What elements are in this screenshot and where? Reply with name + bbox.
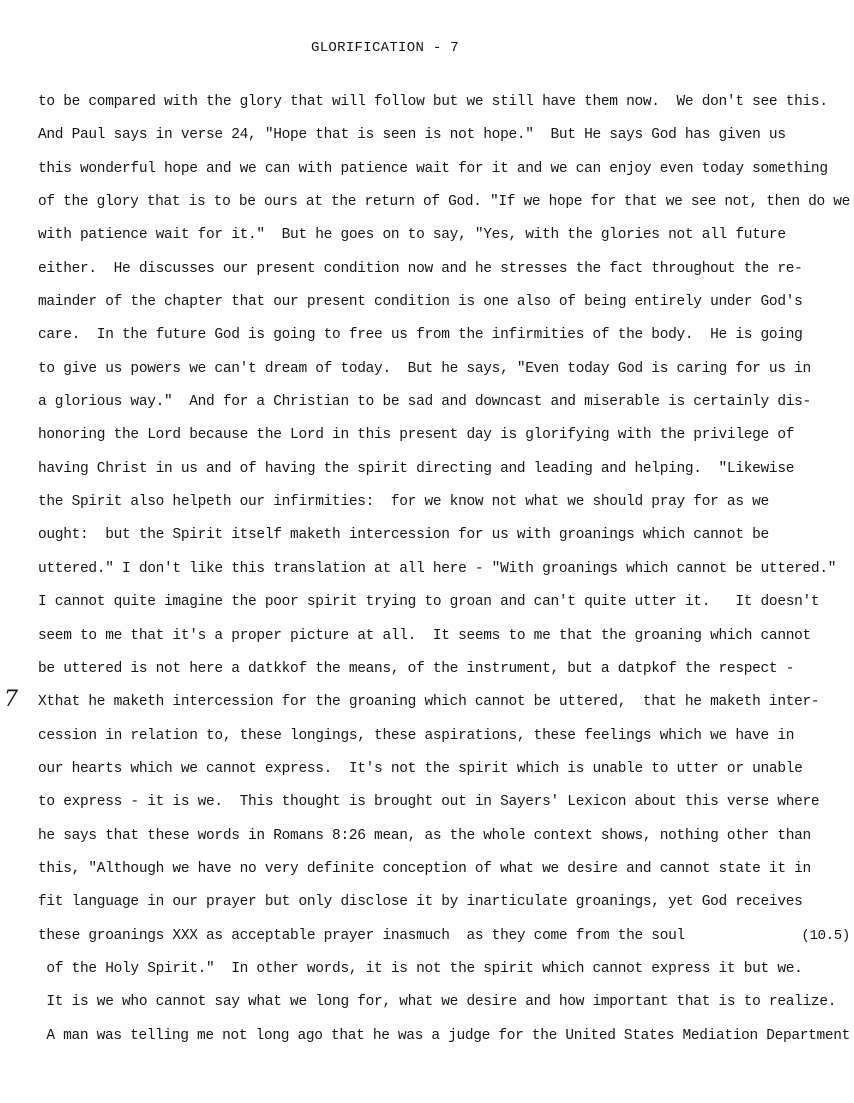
text-line: It is we who cannot say what we long for, what we desire and how important that is to realize.: [38, 994, 837, 1011]
text-line: having Christ in us and of having the spirit directing and leading and helping. "Likewise: [38, 460, 795, 477]
margin-note-number: (10.5): [801, 927, 850, 944]
text-line: a glorious way." And for a Christian to be sad and downcast and miserable is certainly dis-: [38, 394, 811, 411]
text-line: care. In the future God is going to free us from the infirmities of the body. He is going: [38, 327, 803, 344]
text-line: A man was telling me not long ago that he was a judge for the United States Mediation Department: [38, 1027, 850, 1044]
text-line: And Paul says in verse 24, "Hope that is seen is not hope." But He says God has given us: [38, 127, 786, 144]
text-line: he says that these words in Romans 8:26 mean, as the whole context shows, nothing other than: [38, 827, 811, 844]
text-line: to express - it is we. This thought is brought out in Sayers' Lexicon about this verse where: [38, 794, 820, 811]
text-line: ought: but the Spirit itself maketh intercession for us with groanings which cannot be: [38, 527, 769, 544]
text-line: this, "Although we have no very definite conception of what we desire and cannot state it in: [38, 860, 811, 877]
body-text: [0, 92, 854, 1059]
page-title: GLORIFICATION - 7: [311, 40, 459, 56]
text-line: with patience wait for it." But he goes on to say, "Yes, with the glories not all future: [38, 227, 786, 244]
text-line: be uttered is not here a datkkof the means, of the instrument, but a datpkof the respect -: [38, 660, 795, 677]
text-line: either. He discusses our present condition now and he stresses the fact throughout the re-: [38, 260, 803, 277]
text-line: cession in relation to, these longings, these aspirations, these feelings which we have in: [38, 727, 795, 744]
text-line: of the glory that is to be ours at the return of God. "If we hope for that we see not, then do we: [38, 194, 850, 211]
text-line: our hearts which we cannot express. It's not the spirit which is unable to utter or unable: [38, 760, 803, 777]
text-line: these groanings XXX as acceptable prayer inasmuch as they come from the soul (10.5): [38, 927, 850, 944]
text-line: 7 Xthat he maketh intercession for the groaning which cannot be uttered, that he maketh inter-: [4, 687, 820, 713]
text-line: mainder of the chapter that our present condition is one also of being entirely under God's: [38, 294, 803, 311]
text-line: seem to me that it's a proper picture at all. It seems to me that the groaning which cannot: [38, 627, 811, 644]
text-line: fit language in our prayer but only disclose it by inarticulate groanings, yet God receives: [38, 894, 803, 911]
text-line: I cannot quite imagine the poor spirit trying to groan and can't quite utter it. It doesn't: [38, 594, 820, 611]
text-line: of the Holy Spirit." In other words, it is not the spirit which cannot express it but we.: [38, 960, 803, 977]
text-line: the Spirit also helpeth our infirmities: for we know not what we should pray for as we: [38, 494, 769, 511]
text-line: to give us powers we can't dream of today. But he says, "Even today God is caring for us in: [38, 360, 811, 377]
text-line: to be compared with the glory that will follow but we still have them now. We don't see this.: [38, 94, 828, 110]
text-line: this wonderful hope and we can with patience wait for it and we can enjoy even today something: [38, 160, 828, 177]
text-line: uttered." I don't like this translation at all here - "With groanings which cannot be uttered.": [38, 560, 837, 577]
margin-mark: 7: [4, 687, 18, 713]
text-line: honoring the Lord because the Lord in this present day is glorifying with the privilege of: [38, 427, 795, 444]
